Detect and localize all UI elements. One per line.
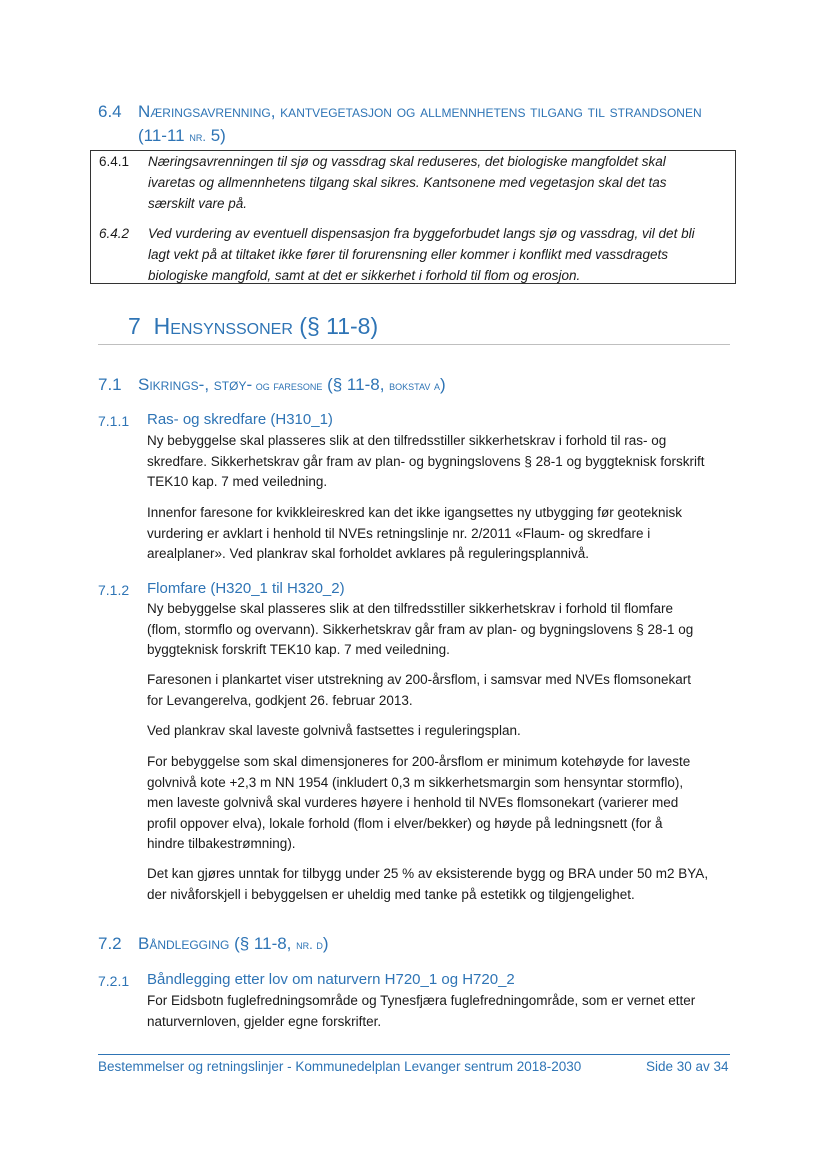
section-title-part: nr.: [189, 129, 206, 144]
text-line: TEK10 kap. 7 med veiledning.: [147, 474, 328, 489]
section-7-1-heading: [98, 373, 446, 397]
section-title-part: 5): [205, 126, 226, 145]
paragraph: [147, 991, 732, 1032]
text-line: der nivåforskjell i bebyggelsen er uheldig med tanke på estetikk og tilgjengelighet.: [147, 886, 635, 902]
section-number: 7.1: [98, 375, 122, 394]
chapter-number: 7: [128, 313, 141, 339]
section-7-2-heading: [98, 932, 329, 956]
paragraph: [147, 503, 732, 565]
section-title-part: nr. d: [296, 937, 323, 952]
text-line: Innenfor faresone for kvikkleireskred kan det ikke igangsettes ny utbygging før geoteknisk: [147, 505, 683, 520]
text-line: men laveste golvnivå skal vurderes høyere i henhold til NVEs flomsonekart (varierer med: [147, 795, 679, 810]
footer-rule: [98, 1054, 730, 1055]
subsection-title: Båndlegging etter lov om naturvern H720_1 og H720_2: [147, 971, 515, 988]
text-line: skredfare. Sikkerhetskrav går fram av plan- og bygningslovens § 28-1 og byggteknisk forskrift: [147, 453, 705, 469]
subsection-number: 7.1.1: [98, 413, 130, 429]
item-line: lagt vekt på at tiltaket ikke fører til forurensning eller kommer i konflikt med vassdragets: [148, 247, 668, 262]
item-number: 6.4.2: [99, 226, 130, 241]
section-title: Næringsavrenning, kantvegetasjon og allmennhetens tilgang til strandsonen: [138, 102, 702, 121]
guideline-box: [90, 150, 736, 284]
subsection-title: Flomfare (H320_1 til H320_2): [147, 580, 345, 597]
paragraph: [147, 864, 732, 905]
text-line: Faresonen i plankartet viser utstrekning av 200-årsflom, i samsvar med NVEs flomsonekart: [147, 672, 691, 687]
subsection-title: Ras- og skredfare (H310_1): [147, 411, 333, 428]
section-6-4-heading: [98, 100, 702, 123]
section-title-part: (§ 11-8,: [229, 934, 297, 953]
section-title-part: bokstav a: [389, 378, 440, 393]
paragraph: [147, 599, 732, 661]
footer-document-title: Bestemmelser og retningslinjer - Kommunedelplan Levanger sentrum 2018-2030: [98, 1059, 582, 1074]
paragraph: [147, 431, 732, 493]
subsection-number: 7.2.1: [98, 973, 130, 989]
section-title-part: (§ 11-8,: [322, 375, 390, 394]
subsection-number: 7.1.2: [98, 582, 130, 598]
section-number: 6.4: [98, 102, 122, 121]
text-line: vurdering er avklart i henhold til NVEs retningslinje nr. 2/2011 «Flaum- og skredfare i: [147, 525, 651, 541]
text-line: arealplaner». Ved plankrav skal forholdet avklares på reguleringsplannivå.: [147, 546, 590, 561]
item-line: Næringsavrenningen til sjø og vassdrag skal reduseres, det biologiske mangfoldet skal: [148, 154, 666, 169]
chapter-title: Hensynssoner: [153, 313, 293, 339]
chapter-title-ref: (§ 11-8): [292, 313, 379, 339]
section-number: 7.2: [98, 934, 122, 953]
text-line: hindre tilbakestrømning).: [147, 836, 296, 851]
text-line: golvnivå kote +2,3 m NN 1954 (inkludert 0,3 m sikkerhetsmargin som hensyntar stormflo),: [147, 774, 684, 790]
text-line: Det kan gjøres unntak for tilbygg under 25 % av eksisterende bygg og BRA under 50 m2 BYA,: [147, 866, 709, 881]
chapter-rule: [98, 344, 730, 345]
text-line: Ny bebyggelse skal plasseres slik at den tilfredsstiller sikkerhetskrav i forhold til ras- og: [147, 433, 667, 448]
section-title-part: ): [439, 375, 446, 394]
text-line: byggteknisk forskrift TEK10 kap. 7 med veiledning.: [147, 642, 450, 657]
section-title-part: Sikrings-, støy-: [138, 375, 253, 394]
section-title-part: ): [322, 934, 329, 953]
item-line: særskilt vare på.: [148, 196, 248, 211]
section-title-part: (11-11: [138, 126, 190, 145]
section-title-part: og faresone: [252, 378, 323, 393]
paragraph: [147, 670, 732, 711]
item-line: Ved vurdering av eventuell dispensasjon fra byggeforbudet langs sjø og vassdrag, vil det bli: [148, 226, 695, 241]
section-6-4-heading-cont: [138, 124, 226, 148]
text-line: for Levangerelva, godkjent 26. februar 2013.: [147, 692, 413, 708]
footer-page-number: Side 30 av 34: [646, 1059, 729, 1074]
paragraph: [147, 721, 732, 742]
text-line: For Eidsbotn fuglefredningsområde og Tynesfjæra fuglefredningområde, som er vernet etter: [147, 993, 696, 1008]
paragraph: [147, 752, 732, 855]
item-line: biologiske mangfold, samt at det er sikkerhet i forhold til flom og erosjon.: [148, 268, 581, 283]
text-line: profil oppover elva), lokale forhold (flom i elver/bekker) og høyde på ledningsnett (for å: [147, 815, 663, 831]
section-title-part: Båndlegging: [138, 934, 230, 953]
text-line: naturvernloven, gjelder egne forskrifter.: [147, 1013, 382, 1029]
text-line: Ved plankrav skal laveste golvnivå fastsettes i reguleringsplan.: [147, 723, 521, 738]
text-line: Ny bebyggelse skal plasseres slik at den tilfredsstiller sikkerhetskrav i forhold til flomfare: [147, 601, 673, 616]
text-line: (flom, stormflo og overvann). Sikkerhetskrav går fram av plan- og bygningslovens § 28-1 og: [147, 621, 694, 637]
item-line: ivaretas og allmennhetens tilgang skal sikres. Kantsonene med vegetasjon skal det tas: [148, 175, 667, 190]
text-line: For bebyggelse som skal dimensjoneres for 200-årsflom er minimum kotehøyde for laveste: [147, 754, 691, 769]
chapter-7-heading: [128, 313, 378, 340]
item-number: 6.4.1: [99, 154, 130, 169]
